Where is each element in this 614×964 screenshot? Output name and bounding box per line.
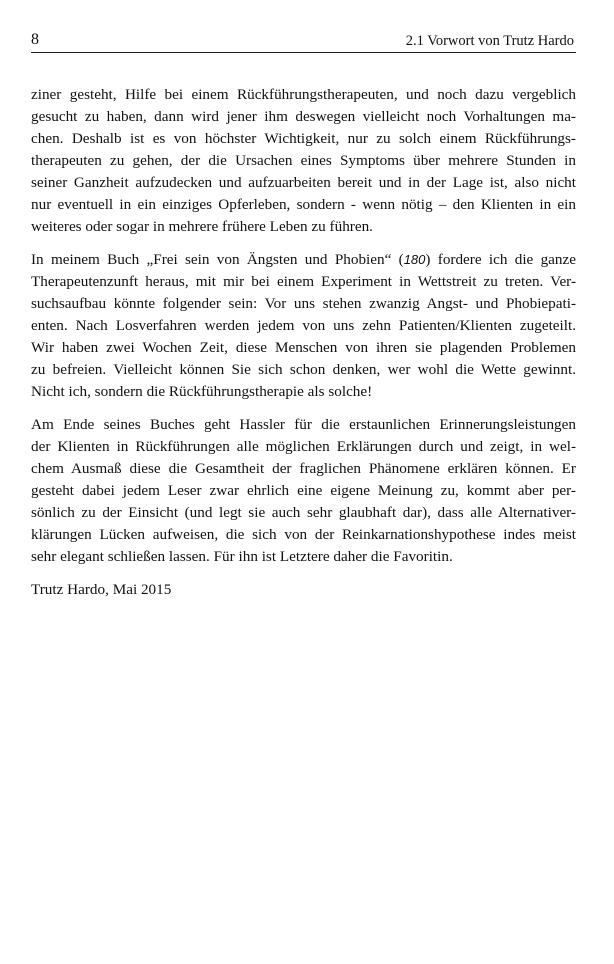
reference-number: 180 [403, 252, 426, 267]
text-line: seiner Ganzheit aufzudecken und aufzuarbeiten bereit und in der Lage ist, also nicht [31, 174, 576, 191]
text-line: der Klienten in Rückführungen alle möglichen Erklärungen durch und zeigt, in wel- [31, 438, 576, 455]
page-number: 8 [31, 31, 39, 48]
text-line: weiteres oder sogar in mehrere frühere Leben zu führen. [31, 218, 373, 235]
text-line: Am Ende seines Buches geht Hassler für die erstaunlichen Erinnerungsleistungen [31, 416, 576, 433]
signature-text: Trutz Hardo, Mai 2015 [31, 581, 172, 598]
text-segment: ) fordere ich die ganze [425, 251, 576, 268]
text-line: gesteht dabei jedem Leser zwar ehrlich eine eigene Meinung zu, kommt aber per- [31, 482, 576, 499]
text-line: Therapeutenzunft heraus, mit mir bei einem Experiment in Wettstreit zu treten. Ver- [31, 273, 576, 290]
paragraph-3 [31, 414, 576, 568]
text-line: zu befreien. Vielleicht können Sie sich schon denken, wer wohl die Wette gewinnt. [31, 361, 576, 378]
text-line: sönlich zu der Einsicht (und legt sie auch sehr glaubhaft dar), dass alle Alternativer- [31, 504, 576, 521]
page-header [31, 28, 576, 53]
body-text [31, 84, 576, 601]
text-line: chen. Deshalb ist es von höchster Wichtigkeit, nur zu solch einem Rückführungs- [31, 130, 576, 147]
text-line: suchsaufbau könnte folgender sein: Vor uns stehen zwanzig Angst- und Phobiepati- [31, 295, 576, 312]
text-line: Nicht ich, sondern die Rückführungstherapie als solche! [31, 383, 373, 400]
text-line: gesucht zu haben, dann wird jener ihm deswegen vielleicht noch Vorhaltungen ma- [31, 108, 576, 125]
text-line: sehr elegant schließen lassen. Für ihn ist Letztere daher die Favoritin. [31, 548, 453, 565]
text-line: ziner gesteht, Hilfe bei einem Rückführungstherapeuten, und noch dazu vergeblich [31, 86, 576, 103]
text-line [31, 249, 576, 271]
text-line: Wir haben zwei Wochen Zeit, diese Menschen von ihren sie plagenden Problemen [31, 339, 576, 356]
text-segment: In meinem Buch „Frei sein von Ängsten und Phobien“ ( [31, 251, 404, 268]
text-line: klärungen Lücken aufweisen, die sich von der Reinkarnationshypothese indes meist [31, 526, 576, 543]
text-line: chem Ausmaß diese die Gesamtheit der fraglichen Phänomene erklären können. Er [31, 460, 576, 477]
signature [31, 579, 576, 601]
text-line: nur eventuell in ein einziges Opferleben, sondern - wenn nötig – den Klienten in ein [31, 196, 576, 213]
running-title: 2.1 Vorwort von Trutz Hardo [405, 33, 574, 49]
paragraph-1 [31, 84, 576, 238]
paragraph-2 [31, 249, 576, 403]
text-line: enten. Nach Losverfahren werden jedem von uns zehn Patienten/Klienten zugeteilt. [31, 317, 576, 334]
text-line: therapeuten zu gehen, der die Ursachen eines Symptoms über mehrere Stunden in [31, 152, 576, 169]
